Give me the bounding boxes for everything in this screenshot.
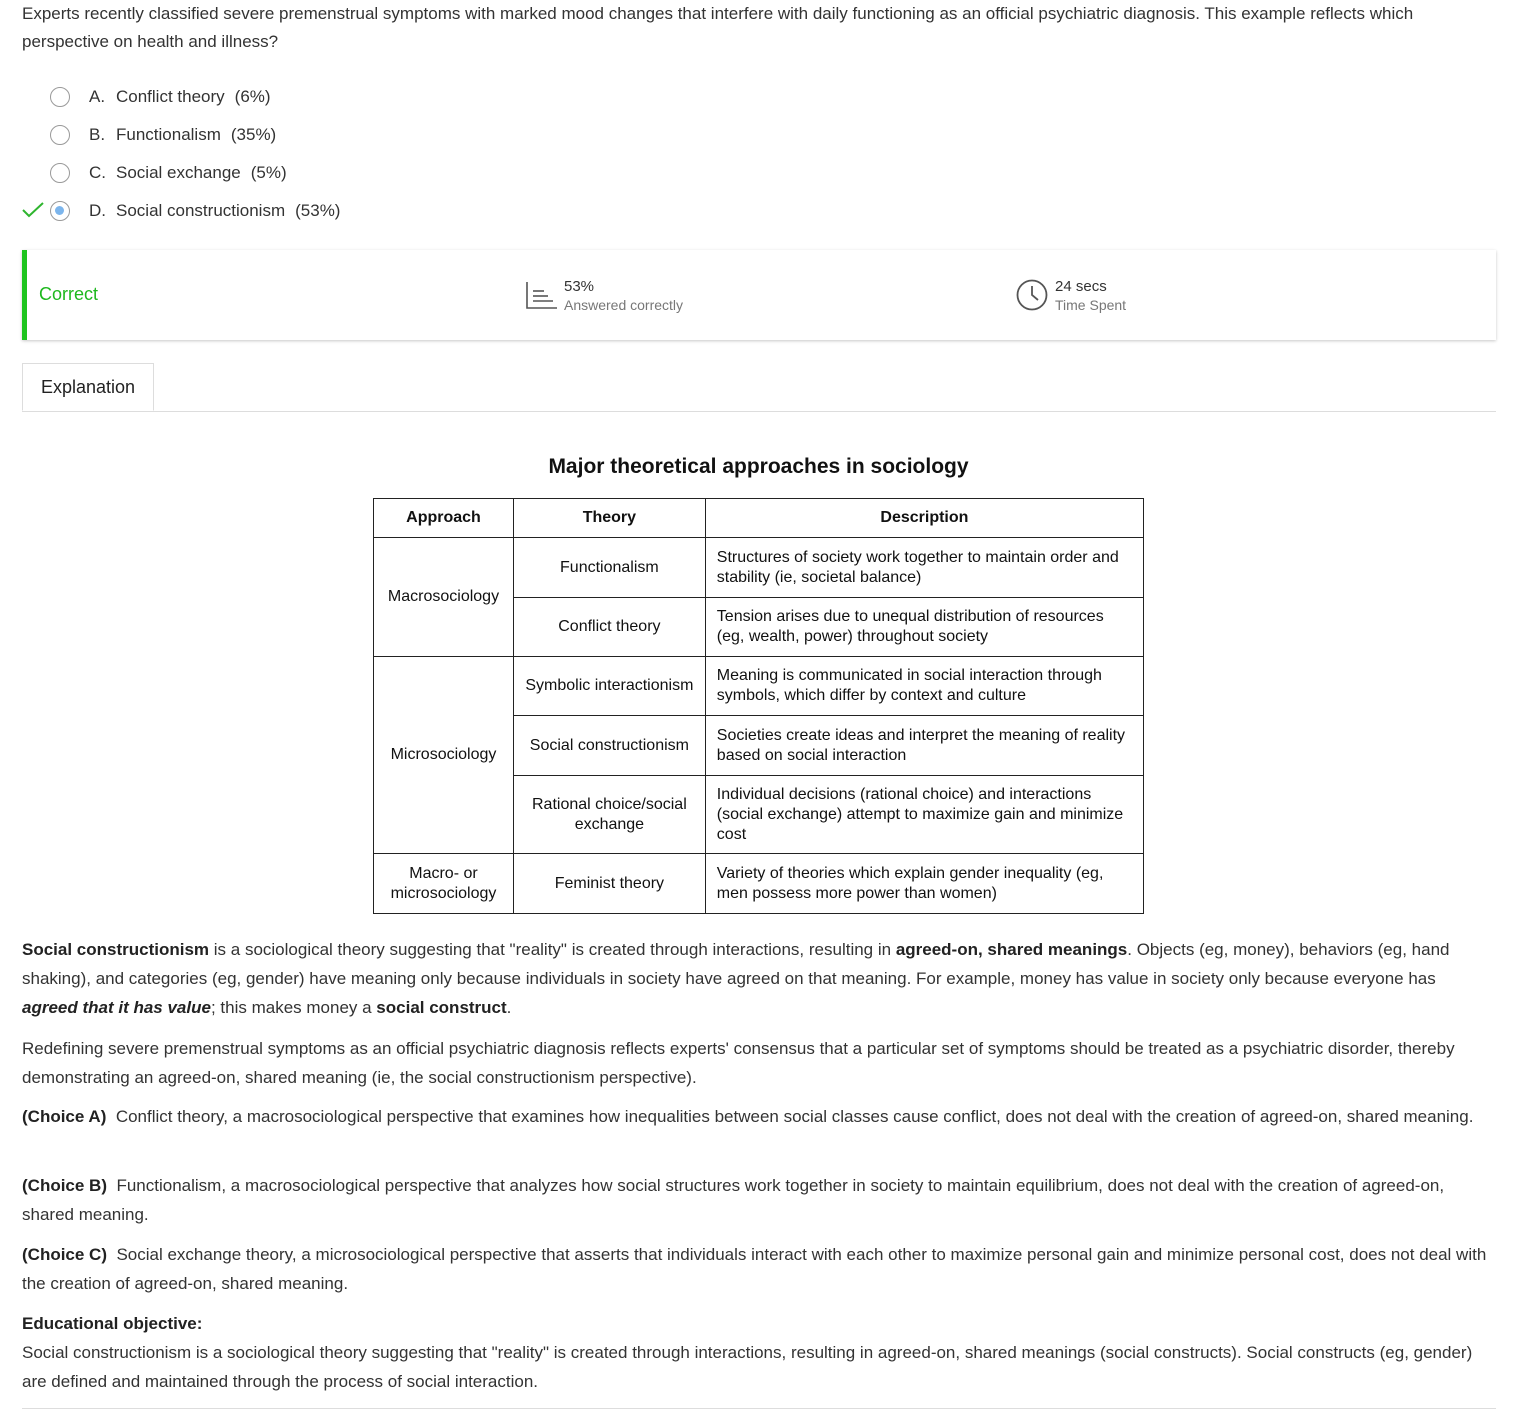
tab-explanation[interactable]: Explanation <box>22 363 154 411</box>
choice-percent: (35%) <box>230 125 277 144</box>
explanation-paragraph-1: Social constructionism is a sociological theory suggesting that "reality" is created through interactions, resulting in agreed-on, shared meanings. Objects (eg, money), behaviors (eg, hand shaking), and categories (eg, gender) have meaning only because individuals in society have agreed on that meaning. For example, money has value in society only because everyone has agreed that it has value; this makes money a social construct. <box>22 940 1450 1017</box>
radio-button[interactable] <box>50 125 70 145</box>
approach-cell: Microsociology <box>374 657 514 854</box>
choice-letter: D. <box>89 201 106 220</box>
choice-letter: A. <box>89 87 106 106</box>
explanation-paragraph-2: Redefining severe premenstrual symptoms as an official psychiatric diagnosis reflects experts' consensus that a particular set of symptoms should be treated as a psychiatric disorder, thereby demonstrating an agreed-on, shared meaning (ie, the social constructionism perspective). <box>22 1039 1455 1087</box>
percent-value: 53% <box>564 278 595 295</box>
choice-a[interactable] <box>22 78 622 116</box>
choice-c-explanation: (Choice C) Social exchange theory, a microsociological perspective that asserts that individuals interact with each other to maximize personal gain and minimize personal cost, does not deal with the creation of agreed-on, shared meaning. <box>22 1245 1487 1293</box>
figure-title: Major theoretical approaches in sociology <box>548 455 969 478</box>
choice-b-explanation: (Choice B) Functionalism, a macrosociological perspective that analyzes how social structures work together in society to maintain equilibrium, does not deal with the creation of agreed-on, shared meaning. <box>22 1176 1445 1224</box>
choice-d[interactable] <box>22 192 622 230</box>
theory-cell: Symbolic interactionism <box>513 657 705 716</box>
header-approach: Approach <box>374 499 514 538</box>
choice-percent: (53%) <box>295 201 341 220</box>
time-spent-stat <box>1015 278 1126 314</box>
choice-label: Social constructionism (53%) <box>116 201 341 220</box>
choice-b[interactable] <box>22 116 622 154</box>
table-header-row <box>374 499 1144 538</box>
choice-c[interactable] <box>22 154 622 192</box>
choice-letter: B. <box>89 125 106 144</box>
radio-button[interactable] <box>50 163 70 183</box>
result-status: Correct <box>39 284 99 304</box>
percent-correct-stat <box>524 278 683 314</box>
divider <box>22 1408 1496 1409</box>
choice-label: Social exchange (5%) <box>116 163 287 182</box>
radio-button-selected[interactable] <box>50 201 70 221</box>
table-row <box>374 657 1144 716</box>
header-description: Description <box>705 499 1143 538</box>
description-cell: Individual decisions (rational choice) and interactions (social exchange) attempt to maximize gain and minimize cost <box>705 776 1143 854</box>
choice-percent: (5%) <box>250 163 287 182</box>
theory-cell: Feminist theory <box>513 854 705 914</box>
table-row <box>374 538 1144 598</box>
result-bar <box>22 250 1496 340</box>
question-stem: Experts recently classified severe premenstrual symptoms with marked mood changes that interfere with daily functioning as an official psychiatric diagnosis. This example reflects which perspective on health and illness? <box>22 4 1414 51</box>
theory-cell: Functionalism <box>513 538 705 598</box>
description-cell: Variety of theories which explain gender inequality (eg, men possess more power than women) <box>705 854 1143 914</box>
description-cell: Societies create ideas and interpret the meaning of reality based on social interaction <box>705 716 1143 776</box>
radio-button[interactable] <box>50 87 70 107</box>
answer-choices <box>22 78 622 230</box>
theory-cell: Conflict theory <box>513 598 705 657</box>
theory-table <box>373 498 1144 914</box>
educational-objective-heading: Educational objective: <box>22 1314 203 1333</box>
choice-label: Conflict theory (6%) <box>116 87 271 106</box>
choice-letter: C. <box>89 163 106 182</box>
header-theory: Theory <box>513 499 705 538</box>
time-value: 24 secs <box>1055 278 1107 295</box>
percent-label: Answered correctly <box>564 297 684 313</box>
choice-label: Functionalism (35%) <box>116 125 277 144</box>
time-label: Time Spent <box>1055 297 1127 313</box>
approach-cell: Macrosociology <box>374 538 514 657</box>
educational-objective: Social constructionism is a sociological theory suggesting that "reality" is created through interactions, resulting in agreed-on, shared meanings (social constructs). Social constructs (eg, gender) are defined and maintained through the process of social interaction. <box>22 1343 1473 1391</box>
bar-chart-icon <box>524 278 558 312</box>
description-cell: Tension arises due to unequal distribution of resources (eg, wealth, power) throughout society <box>705 598 1143 657</box>
theory-cell: Rational choice/social exchange <box>513 776 705 854</box>
checkmark-icon <box>22 201 44 221</box>
choice-percent: (6%) <box>234 87 271 106</box>
description-cell: Meaning is communicated in social interaction through symbols, which differ by context and culture <box>705 657 1143 716</box>
description-cell: Structures of society work together to maintain order and stability (ie, societal balance) <box>705 538 1143 598</box>
clock-icon <box>1015 278 1049 312</box>
tab-bar <box>22 363 1496 412</box>
approach-cell: Macro- or microsociology <box>374 854 514 914</box>
theory-cell: Social constructionism <box>513 716 705 776</box>
table-row <box>374 854 1144 914</box>
choice-a-explanation: (Choice A) Conflict theory, a macrosociological perspective that examines how inequalities between social classes cause conflict, does not deal with the creation of agreed-on, shared meaning. <box>22 1107 1474 1126</box>
